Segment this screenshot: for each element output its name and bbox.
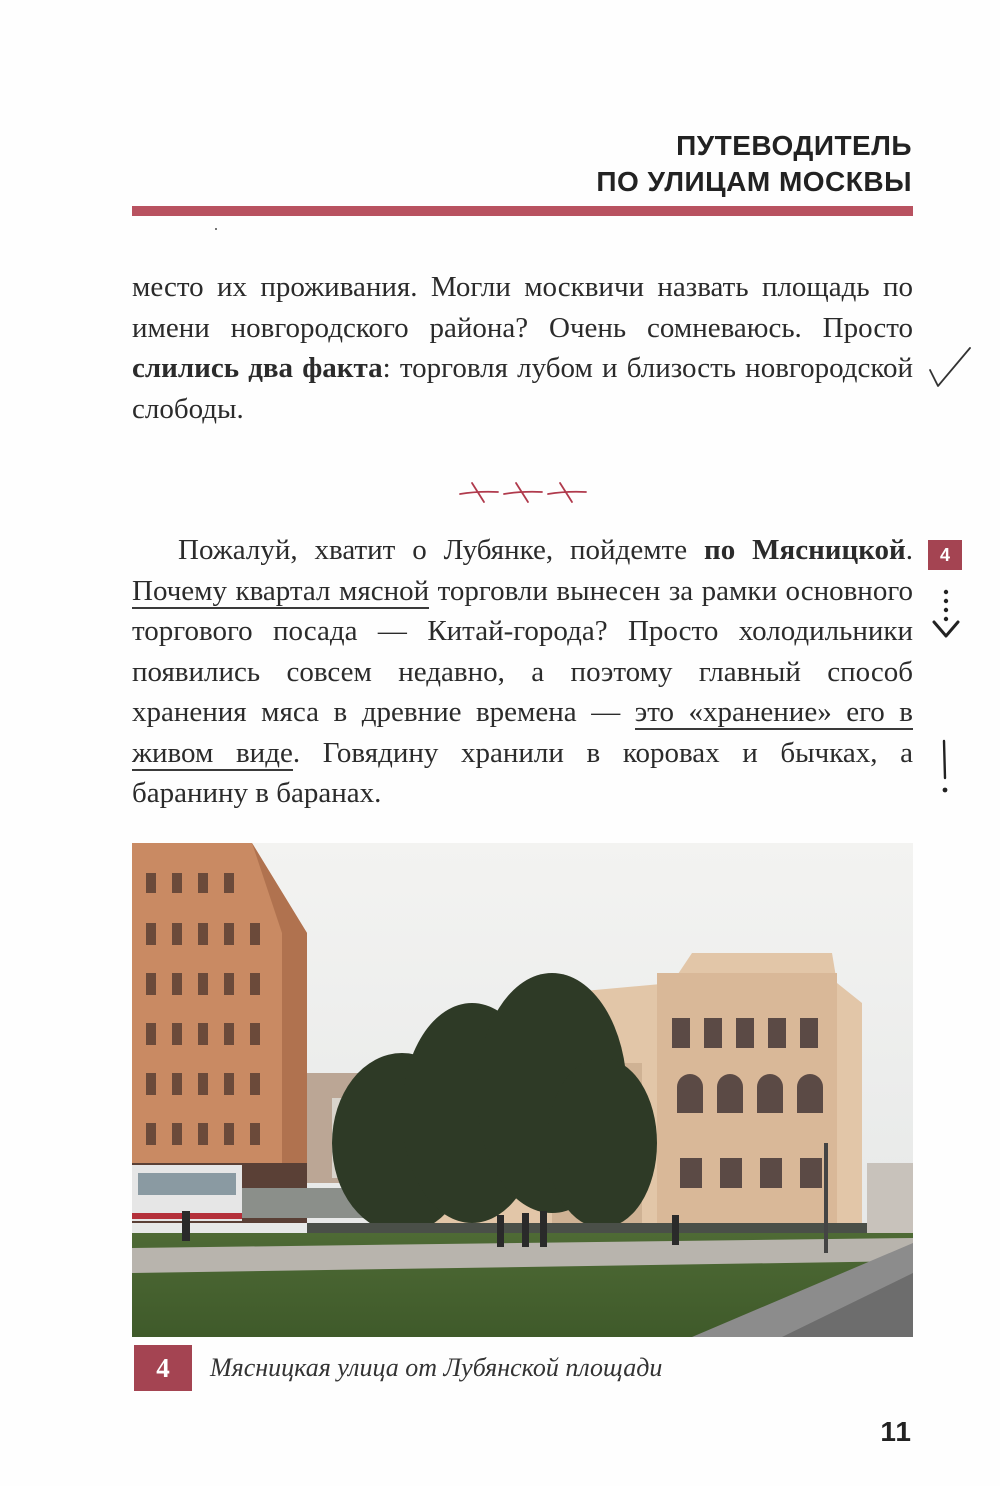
- paragraph-1-text-a: место их проживания. Могли москвичи назвать площадь по имени новгородского района? Очень сомневаюсь. Просто: [132, 271, 913, 344]
- stray-dot: [215, 228, 217, 230]
- paragraph-2-text-a: Пожалуй, хватит о Лубянке, пойдемте: [178, 534, 705, 566]
- paragraph-2-underlined-1: Почему квартал мясной: [132, 574, 430, 607]
- paragraph-2-bold: по Мясницкой: [704, 534, 906, 566]
- paragraph-2: [132, 530, 913, 814]
- paragraph-1: [132, 267, 913, 429]
- figure-number-badge: 4: [134, 1345, 192, 1391]
- street-photo-illustration: [132, 843, 913, 1337]
- paragraph-1-bold: слились два факта: [132, 352, 383, 384]
- dotted-arrow-down-icon: [930, 588, 962, 640]
- check-mark-icon: [926, 342, 976, 392]
- paragraph-1-text-b: : торговля лубом и близость новгородской слободы.: [132, 352, 913, 425]
- header-line-2: ПО УЛИЦАМ МОСКВЫ: [596, 166, 912, 197]
- paragraph-2-underlined-2: это «хранение» его в живом виде: [132, 696, 914, 769]
- header-line-1: ПУТЕВОДИТЕЛЬ: [676, 130, 912, 161]
- figure-caption: Мясницкая улица от Лубянской площади: [210, 1353, 663, 1382]
- header-rule: [132, 206, 913, 216]
- page-header: [596, 128, 912, 200]
- side-badge: 4: [928, 540, 962, 570]
- section-divider-stars-icon: [458, 478, 588, 506]
- street-photo: [132, 843, 913, 1337]
- page-number: 11: [880, 1416, 912, 1447]
- exclamation-mark-icon: [934, 738, 954, 796]
- paragraph-2-text-d: . Говядину хранили в коровах и бычках, а баранину в баранах.: [132, 736, 913, 809]
- paragraph-2-text-b: .: [905, 534, 913, 566]
- paragraph-2-text-c: торговли вынесен за рамки основного торгового посада — Китай-города? Просто холодильники появились совсем недавно, а поэтому главный способ хранения мяса в древние времена —: [132, 574, 913, 728]
